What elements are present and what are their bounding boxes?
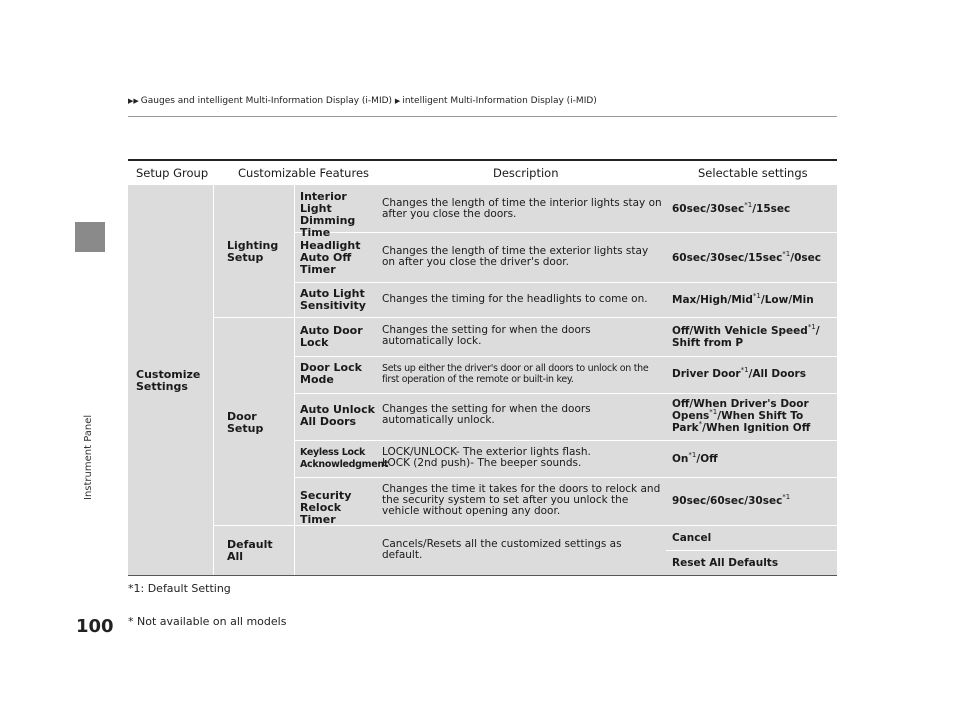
availability-note: * Not available on all models xyxy=(128,615,287,628)
breadcrumb-part-2[interactable]: intelligent Multi-Information Display (i-MID) xyxy=(402,96,597,106)
description-auto-light-sensitivity: Changes the timing for the headlights to come on. xyxy=(382,293,648,305)
section-door-setup: Door Setup xyxy=(227,410,264,435)
header-selectable-settings: Selectable settings xyxy=(698,166,808,180)
settings-keyless-lock-acknowledgment: On$^{*1}$/Off xyxy=(672,451,718,465)
header-description: Description xyxy=(493,166,559,180)
header-divider xyxy=(128,116,837,117)
feature-door-lock-mode: Door Lock Mode xyxy=(300,361,362,386)
settings-headlight-auto-off: $60\sec/30\sec/15\sec^{*1}/0\sec$ xyxy=(672,250,822,264)
description-interior-light-dimming: Changes the length of time the interior lights stay on after you close the doors. xyxy=(382,197,662,220)
section-default-all: Default All xyxy=(227,538,273,563)
row-divider xyxy=(213,317,837,318)
feature-auto-door-lock: Auto Door Lock xyxy=(300,324,363,349)
feature-headlight-auto-off: Headlight Auto Off Timer xyxy=(300,239,361,276)
breadcrumb-part-1[interactable]: Gauges and intelligent Multi-Information Display (i-MID) xyxy=(140,96,393,106)
feature-auto-unlock-all-doors: Auto Unlock All Doors xyxy=(300,403,375,428)
settings-auto-door-lock: Off/With Vehicle Speed$^{*1}$/ Shift from P xyxy=(672,323,820,349)
breadcrumb-arrow-icon: ▶▶ xyxy=(128,97,139,105)
feature-security-relock-timer: Security Relock Timer xyxy=(300,489,352,526)
feature-auto-light-sensitivity: Auto Light Sensitivity xyxy=(300,287,366,312)
description-security-relock-timer: Changes the time it takes for the doors to relock and the security system to set after you unlock the vehicle without opening any door. xyxy=(382,483,661,517)
setting-cancel: Cancel xyxy=(672,532,712,544)
section-tab-marker xyxy=(75,222,105,252)
footnote-default-setting: *1: Default Setting xyxy=(128,582,231,595)
setting-reset-all-defaults: Reset All Defaults xyxy=(672,557,779,569)
settings-security-relock-timer: $90\sec/60\sec/30\sec^{*1}$ xyxy=(672,493,791,507)
breadcrumb xyxy=(128,96,597,106)
description-auto-door-lock: Changes the setting for when the doors automatically lock. xyxy=(382,324,591,347)
description-door-lock-mode: Sets up either the driver's door or all doors to unlock on the first operation of the remote or built-in key. xyxy=(382,363,649,385)
table-top-rule xyxy=(128,159,837,161)
settings-interior-light-dimming: $60\sec/30\sec^{*1}/15\sec$ xyxy=(672,201,791,215)
row-divider xyxy=(294,477,837,478)
column-divider xyxy=(294,185,295,575)
row-divider xyxy=(294,282,837,283)
section-side-label: Instrument Panel xyxy=(83,414,94,500)
group-customize-settings: Customize Settings xyxy=(136,368,201,393)
row-divider xyxy=(666,550,837,551)
table-bottom-rule xyxy=(128,575,837,576)
header-setup-group: Setup Group xyxy=(136,166,209,180)
feature-keyless-lock-acknowledgment: Keyless Lock Acknowledgment xyxy=(300,447,389,470)
settings-auto-unlock-all-doors: Off/When Driver's Door Opens$^{*1}$/When Shift To Park*/When Ignition Off xyxy=(672,398,811,434)
column-divider xyxy=(213,185,214,575)
settings-auto-light-sensitivity: Max/High/Mid$^{*1}$/Low/Min xyxy=(672,292,814,306)
page-number: 100 xyxy=(76,616,114,637)
row-divider xyxy=(294,393,837,394)
breadcrumb-arrow-icon: ▶ xyxy=(394,97,401,105)
feature-interior-light-dimming: Interior Light Dimming Time xyxy=(300,190,356,239)
description-auto-unlock-all-doors: Changes the setting for when the doors automatically unlock. xyxy=(382,403,591,426)
header-customizable-features: Customizable Features xyxy=(238,166,370,180)
row-divider xyxy=(294,440,837,441)
row-divider xyxy=(294,356,837,357)
description-keyless-lock-acknowledgment: LOCK/UNLOCK- The exterior lights flash. LOCK (2nd push)- The beeper sounds. xyxy=(382,446,591,469)
description-headlight-auto-off: Changes the length of time the exterior lights stay on after you close the driver's door. xyxy=(382,245,649,268)
description-default-all: Cancels/Resets all the customized settings as default. xyxy=(382,538,622,561)
section-lighting-setup: Lighting Setup xyxy=(227,239,279,264)
settings-door-lock-mode: Driver Door$^{*1}$/All Doors xyxy=(672,366,806,380)
